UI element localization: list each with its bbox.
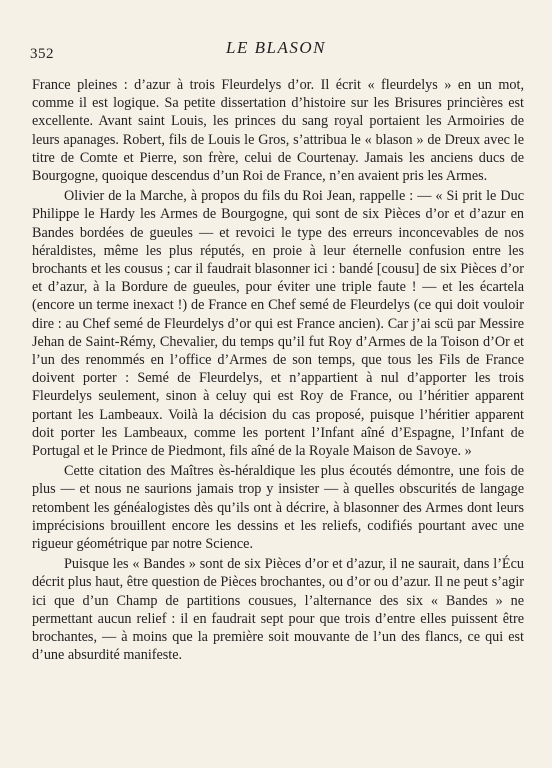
running-head: LE BLASON (226, 38, 326, 57)
paragraph-3: Cette citation des Maîtres ès-héraldique les plus écoutés démontre, une fois de plus — et nous ne saurions jamais trop y insister — à quelles obscurités de langage retombent les généalogistes dès qu’ils ont à décrire, à blasonner des Armes dont leurs imprécisions brouillent encore les dessins et les reliefs, codifiés pourtant avec une rigueur géométrique par notre Science. (32, 463, 524, 553)
page-number: 352 (30, 46, 54, 62)
paragraph-1: France pleines : d’azur à trois Fleurdelys d’or. Il écrit « fleurdelys » en un mot, comme il est logique. Sa petite dissertation d’histoire sur les Brisures princières est excellente. Avant saint Louis, les princes du sang royal portaient les Armoiries de leurs apanages. Robert, fils de Louis le Gros, s’attribua le « blason » de Dreux avec le titre de Comte et Pierre, son frère, celui de Courtenay. Jamais les anciens ducs de Bourgogne, quoique descendus d’un Roi de France, n’en avaient pris les Armes. (32, 77, 524, 185)
paragraph-4: Puisque les « Bandes » sont de six Pièces d’or et d’azur, il ne saurait, dans l’Écu décrit plus haut, être question de Pièces brochantes, ou d’or ou d’azur. Il ne peut s’agir ici que d’un Champ de partitions cousues, l’alternance des six « Bandes » ne permettant aucun relief : il en faudrait sept pour que trois d’entre elles puissent être brochantes, — à moins que la première soit mouvante de l’un des flancs, ce qui est d’une absurdité manifeste. (32, 556, 524, 664)
page-body (32, 76, 524, 665)
paragraph-2: Olivier de la Marche, à propos du fils du Roi Jean, rappelle : — « Si prit le Duc Philippe le Hardy les Armes de Bourgogne, qui sont de six Pièces d’or et d’azur en Bandes bordées de gueules — et revoici le type des erreurs inconcevables de nos héraldistes, même les plus réputés, en proie à leur éternelle confusion entre les brochants et les cousus ; car il faudrait blasonner ici : bandé [cousu] de six Pièces d’or et d’azur, à la Bordure de gueules, pour éviter une triple faute ! — et les écartela (encore un terme inexact !) de France en Chef semé de Fleurdelys (ce qui doit vouloir dire : au Chef semé de Fleurdelys d’or qui est France ancien). Car j’ai scü par Messire Jehan de Saint-Rémy, Chevalier, du temps qu’il fut Roy d’Armes de la Toison d’Or et l’un des renommés en l’office d’Armes de son temps, que tous les Fils de France doivent porter : Semé de Fleurdelys, et n’appartient à nul d’apporter les trois Fleurdelys seulement, sinon à celuy qui est Roy de France, ou l’héritier apparent portant les Lambeaux. Voilà la décision du cas proposé, puisque l’héritier apparent doit porter les Lambeaux, comme les portent l’Infant aîné d’Espagne, l’Infant de Portugal et le Prince de Piedmont, fils aîné de la Royale Maison de Savoye. » (32, 188, 524, 460)
